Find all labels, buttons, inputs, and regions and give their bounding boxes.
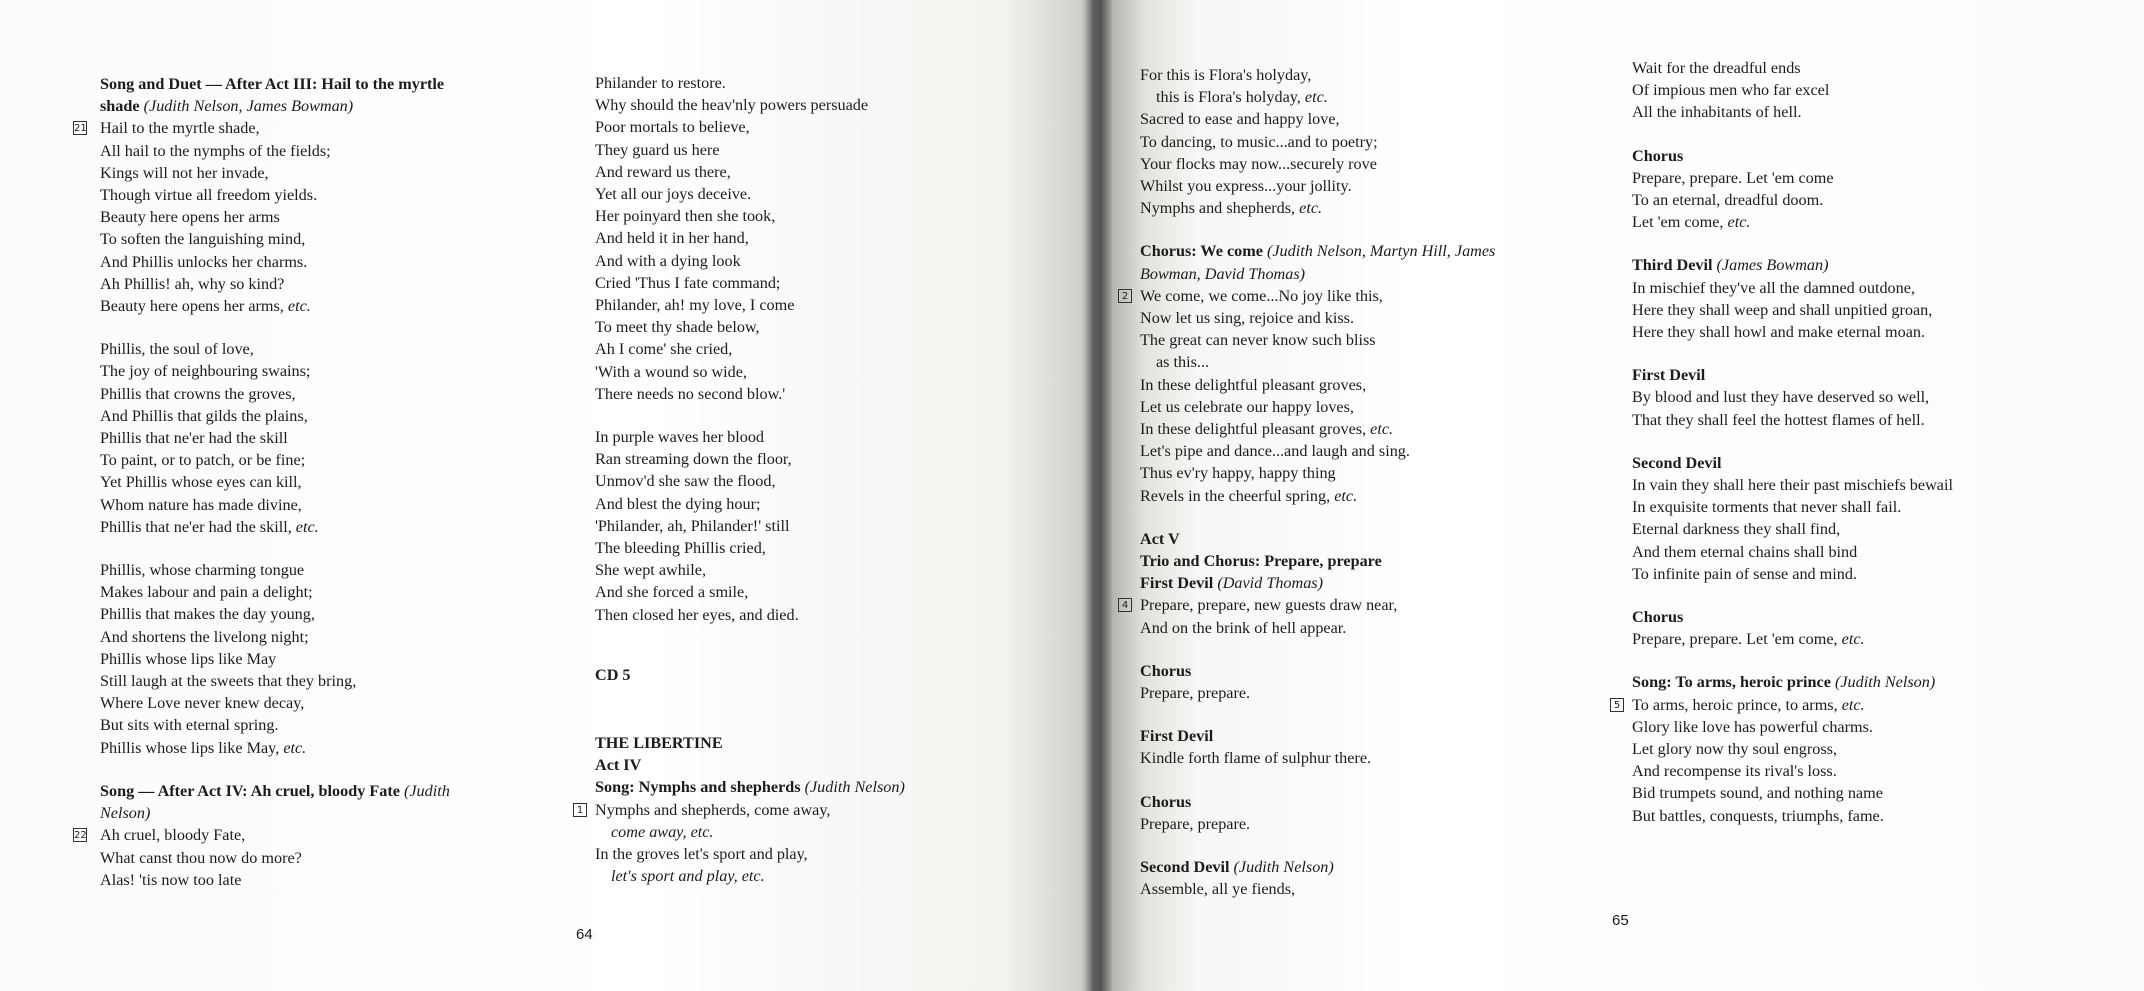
lyric-line: Makes labour and pain a delight;: [100, 583, 313, 602]
lyric-line: Let us celebrate our happy loves,: [1140, 397, 1354, 416]
verse-philander: [595, 72, 1015, 405]
lyric-line: The bleeding Phillis cried,: [595, 539, 766, 558]
lyric-line: And them eternal chains shall bind: [1632, 542, 1858, 561]
song-heading: Chorus: We come (Judith Nelson, Martyn Hill, James: [1140, 242, 1496, 261]
lyric-line: Revels in the cheerful spring, etc.: [1140, 486, 1358, 505]
lyric-line: as this...: [1156, 353, 1210, 372]
lyric-line: The joy of neighbouring swains;: [100, 362, 311, 381]
song-heading-cont: shade (Judith Nelson, James Bowman): [100, 97, 354, 116]
lyric-line: Sacred to ease and happy love,: [1140, 110, 1340, 129]
lyric-line: Then closed her eyes, and died.: [595, 605, 799, 624]
lyric-line: Assemble, all ye fiends,: [1140, 880, 1296, 899]
right-page: [1092, 0, 2144, 991]
lyric-line: Kings will not her invade,: [100, 163, 269, 182]
lyric-line: Phillis that ne'er had the skill: [100, 429, 288, 448]
right-column-2: [1613, 57, 2102, 848]
lyric-line: And reward us there,: [595, 162, 731, 181]
song-hail-myrtle: [74, 73, 570, 317]
lyric-line: Let's pipe and dance...and laugh and sing.: [1140, 442, 1410, 461]
lyric-line: Nymphs and shepherds, come away,: [595, 800, 831, 819]
page-number: 64: [576, 926, 593, 943]
song-heading: Song: To arms, heroic prince (Judith Nelson): [1632, 673, 1936, 692]
lyric-line: For this is Flora's holyday,: [1140, 66, 1312, 84]
lyric-line: Phillis that makes the day young,: [100, 605, 315, 624]
song-heading: Song — After Act IV: Ah cruel, bloody Fate (Judith: [100, 781, 450, 800]
lyric-line: Let 'em come, etc.: [1632, 213, 1751, 232]
lyric-line: To meet thy shade below,: [595, 318, 760, 337]
lyric-line: We come, we come...No joy like this,: [1140, 286, 1383, 305]
cd-number: CD 5: [595, 665, 631, 684]
performer-credit: (Judith: [403, 781, 450, 800]
lyric-line: Now let us sing, rejoice and kiss.: [1140, 309, 1355, 328]
track-number-box: 2: [1118, 289, 1132, 303]
lyric-line: Thus ev'ry happy, happy thing: [1140, 464, 1336, 483]
lyric-line: Glory like love has powerful charms.: [1632, 717, 1873, 736]
role-heading: Second Devil (Judith Nelson): [1140, 858, 1334, 877]
lyric-line: Kindle forth flame of sulphur there.: [1140, 749, 1372, 768]
song-heading: Trio and Chorus: Prepare, prepare: [1140, 552, 1382, 571]
lyric-line: Prepare, prepare.: [1140, 814, 1251, 833]
lyric-line: Ran streaming down the floor,: [595, 450, 792, 469]
lyric-line: To paint, or to patch, or be fine;: [100, 451, 306, 470]
lyric-line: Yet all our joys deceive.: [595, 185, 752, 204]
chorus-reply-1: [1140, 660, 1560, 704]
chorus-reply-2: [1140, 791, 1560, 835]
lyric-line: And she forced a smile,: [595, 583, 749, 602]
left-column-1: [74, 73, 570, 912]
track-number-box: 4: [1118, 598, 1132, 612]
lyric-line: Whom nature has made divine,: [100, 495, 302, 514]
lyric-line: Ah cruel, bloody Fate,: [100, 826, 246, 845]
lyric-line: And on the brink of hell appear.: [1140, 618, 1347, 637]
book-gutter-shadow: [1085, 0, 1113, 991]
lyric-line: Nymphs and shepherds, etc.: [1140, 199, 1323, 218]
lyric-line: Phillis that crowns the groves,: [100, 384, 296, 403]
track-number-box: 5: [1610, 698, 1624, 712]
lyric-line: Where Love never knew decay,: [100, 694, 305, 713]
performer-credit: (James Bowman): [1716, 256, 1829, 275]
lyric-line: Bid trumpets sound, and nothing name: [1632, 784, 1883, 803]
lyric-line: Still laugh at the sweets that they bring,: [100, 672, 357, 691]
lyric-line: To soften the languishing mind,: [100, 230, 306, 249]
verse-dreadful-ends: [1632, 57, 2102, 124]
lyric-line: Phillis that ne'er had the skill, etc.: [100, 517, 319, 536]
lyric-line: And shortens the livelong night;: [100, 627, 309, 646]
lyric-line: Alas! 'tis now too late: [100, 870, 242, 889]
lyric-line: And blest the dying hour;: [595, 494, 761, 513]
role-heading: Chorus: [1632, 146, 1684, 165]
lyric-line: All the inhabitants of hell.: [1632, 103, 1802, 122]
lyric-line: Here they shall weep and shall unpitied groan,: [1632, 300, 1933, 319]
lyric-line: Prepare, prepare, new guests draw near,: [1140, 596, 1398, 615]
lyric-line: What canst thou now do more?: [100, 848, 302, 867]
lyric-line: In purple waves her blood: [595, 428, 765, 447]
lyric-line: 'Philander, ah, Philander!' still: [595, 516, 790, 535]
role-heading: First Devil: [1140, 727, 1214, 746]
role-heading: First Devil: [1632, 366, 1706, 385]
song-heading-cont: [1140, 263, 1560, 285]
lyric-line: Philander to restore.: [595, 74, 726, 92]
verse-phillis-tongue: [100, 559, 570, 759]
act-label: Act IV: [595, 756, 642, 775]
libertine-section: [576, 732, 1015, 887]
role-heading: First Devil (David Thomas): [1140, 574, 1323, 593]
lyric-line: There needs no second blow.': [595, 384, 786, 403]
lyric-line: To an eternal, dreadful doom.: [1632, 191, 1824, 210]
lyric-line: Beauty here opens her arms, etc.: [100, 297, 311, 316]
performer-credit: (Judith Nelson, James Bowman): [143, 97, 354, 116]
lyric-line: But sits with eternal spring.: [100, 716, 279, 735]
third-devil: [1632, 254, 2102, 343]
performer-credit: (David Thomas): [1217, 574, 1323, 593]
lyric-line: She wept awhile,: [595, 561, 707, 580]
lyric-line: Of impious men who far excel: [1632, 81, 1830, 100]
verse-purple-waves: [595, 426, 1015, 626]
lyric-line: And held it in her hand,: [595, 229, 749, 248]
performer-credit: (Judith Nelson): [1233, 858, 1334, 877]
track-number-box: 22: [74, 830, 87, 842]
lyric-line: To infinite pain of sense and mind.: [1632, 564, 1857, 583]
lyric-line: Her poinyard then she took,: [595, 207, 776, 226]
first-devil-line: [1140, 725, 1560, 769]
lyric-line: To arms, heroic prince, to arms, etc.: [1632, 695, 1865, 714]
chorus-prepare: [1632, 145, 2102, 234]
lyric-line: In mischief they've all the damned outdone,: [1632, 278, 1915, 297]
lyric-line: In the groves let's sport and play,: [595, 845, 808, 864]
performer-credit: (Judith Nelson): [804, 778, 905, 797]
lyric-line: Hail to the myrtle shade,: [100, 119, 260, 138]
lyric-line: Your flocks may now...securely rove: [1140, 154, 1377, 173]
lyric-line: Phillis, the soul of love,: [100, 340, 254, 359]
lyric-line: Prepare, prepare. Let 'em come: [1632, 168, 1834, 187]
performer-credit: (Judith Nelson, Martyn Hill, James: [1266, 242, 1496, 261]
lyric-line: And Phillis unlocks her charms.: [100, 252, 308, 271]
lyric-line: Wait for the dreadful ends: [1632, 59, 1801, 77]
lyric-line: And recompense its rival's loss.: [1632, 762, 1837, 781]
lyric-line: Here they shall howl and make eternal moan.: [1632, 323, 1926, 342]
lyric-line: Unmov'd she saw the flood,: [595, 472, 776, 491]
lyric-line: Ah Phillis! ah, why so kind?: [100, 274, 285, 293]
lyric-line: Prepare, prepare. Let 'em come, etc.: [1632, 630, 1865, 649]
lyric-line: By blood and lust they have deserved so well,: [1632, 388, 1930, 407]
work-title: THE LIBERTINE: [595, 734, 723, 753]
right-column-1: [1121, 64, 1560, 922]
lyric-line: come away, etc.: [611, 822, 714, 841]
lyric-line: Phillis, whose charming tongue: [100, 561, 305, 580]
lyric-line: Whilst you express...your jollity.: [1140, 177, 1352, 196]
second-devil-line: [1140, 856, 1560, 900]
lyrics: [100, 117, 570, 317]
track-number-box: 21: [74, 123, 87, 135]
lyric-line: In vain they shall here their past mischiefs bewail: [1632, 476, 1953, 495]
lyric-line: Beauty here opens her arms: [100, 208, 280, 227]
song-heading: Song and Duet — After Act III: Hail to the myrtle: [100, 75, 445, 93]
chorus-we-come: [1121, 240, 1560, 506]
role-heading: Chorus: [1140, 792, 1192, 811]
performer-credit: (Judith Nelson): [1834, 673, 1936, 692]
lyric-line: In exquisite torments that never shall fail.: [1632, 498, 1902, 517]
lyric-line: But battles, conquests, triumphs, fame.: [1632, 806, 1884, 825]
lyric-line: Ah I come' she cried,: [595, 340, 733, 359]
lyric-line: Cried 'Thus I fate command;: [595, 273, 781, 292]
page-number: 65: [1612, 912, 1629, 929]
lyric-line: In these delightful pleasant groves,: [1140, 375, 1367, 394]
lyric-line: Phillis whose lips like May: [100, 649, 277, 668]
lyric-line: The great can never know such bliss: [1140, 331, 1376, 350]
lyric-line: let's sport and play, etc.: [611, 867, 765, 886]
lyric-line: Philander, ah! my love, I come: [595, 296, 795, 315]
second-devil: [1632, 452, 2102, 585]
performer-credit-cont: Nelson): [100, 804, 151, 823]
lyric-line: this is Flora's holyday, etc.: [1156, 88, 1328, 107]
performer-credit-cont: Bowman, David Thomas): [1140, 264, 1306, 283]
act-v-section: [1121, 528, 1560, 639]
role-heading: Chorus: [1140, 661, 1192, 680]
lyric-line: Prepare, prepare.: [1140, 684, 1251, 703]
lyric-line: And with a dying look: [595, 251, 741, 270]
verse-phillis-soul: [100, 338, 570, 538]
lyric-line: Why should the heav'nly powers persuade: [595, 96, 869, 115]
lyric-line: Phillis whose lips like May, etc.: [100, 738, 307, 757]
lyric-line: That they shall feel the hottest flames of hell.: [1632, 410, 1925, 429]
verse-flora: [1140, 64, 1560, 219]
song-ah-cruel: [74, 780, 570, 891]
role-heading: Chorus: [1632, 608, 1684, 627]
lyric-line: Though virtue all freedom yields.: [100, 186, 318, 205]
lyric-line: They guard us here: [595, 140, 720, 159]
lyric-line: Eternal darkness they shall find,: [1632, 520, 1841, 539]
first-devil: [1632, 364, 2102, 431]
lyric-line: In these delightful pleasant groves, etc.: [1140, 420, 1394, 439]
act-label: Act V: [1140, 529, 1180, 548]
chorus-prepare-2: [1632, 606, 2102, 650]
track-number-box: 1: [573, 803, 587, 817]
left-column-2: [576, 72, 1015, 909]
lyric-line: 'With a wound so wide,: [595, 362, 747, 381]
lyric-line: All hail to the nymphs of the fields;: [100, 141, 331, 160]
lyric-line: To dancing, to music...and to poetry;: [1140, 132, 1378, 151]
song-heading: Song: Nymphs and shepherds (Judith Nelson): [595, 778, 905, 797]
lyric-line: Let glory now thy soul engross,: [1632, 740, 1838, 759]
lyric-line: Yet Phillis whose eyes can kill,: [100, 473, 302, 492]
role-heading: Third Devil (James Bowman): [1632, 256, 1829, 275]
song-to-arms: [1613, 671, 2102, 826]
role-heading: Second Devil: [1632, 453, 1722, 472]
song-heading-cont: [100, 802, 570, 824]
lyric-line: Poor mortals to believe,: [595, 118, 750, 137]
lyric-line: And Phillis that gilds the plains,: [100, 406, 308, 425]
